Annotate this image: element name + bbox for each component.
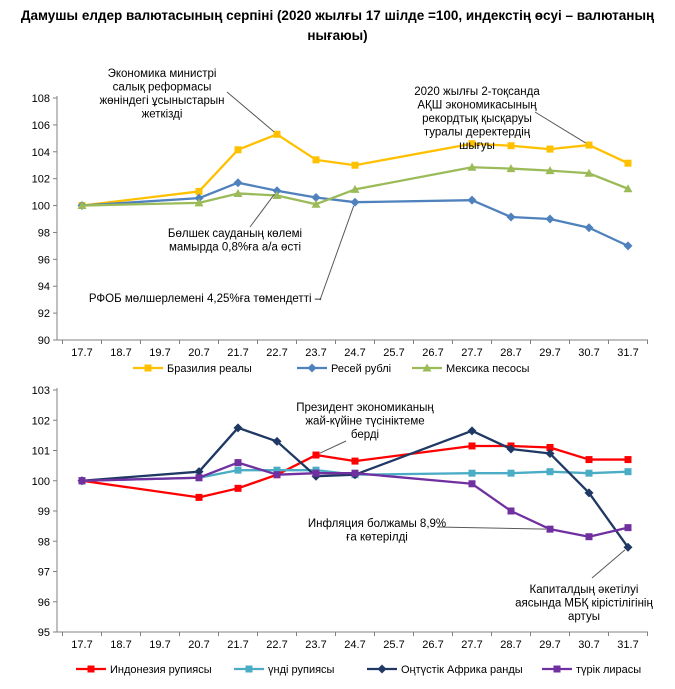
x-tick-label: 26.7 (422, 639, 444, 651)
x-tick-label: 29.7 (539, 347, 561, 359)
legend-marker (246, 666, 253, 673)
series-marker (625, 160, 632, 167)
annotation-text: туралы деректердің (423, 126, 531, 139)
annotation-text: Бөлшек сауданың көлемі (167, 228, 303, 240)
x-tick-label: 17.7 (71, 347, 93, 359)
legend-marker (308, 364, 317, 373)
annotation-text: жай-күйіне түсініктеме (305, 415, 425, 428)
y-tick-label: 90 (37, 335, 50, 347)
annotation-text: рекордтық қысқаруы (422, 113, 532, 125)
x-tick-label: 21.7 (227, 347, 249, 359)
series-marker (235, 459, 242, 466)
y-tick-label: 102 (31, 415, 50, 428)
x-tick-label: 31.7 (617, 639, 639, 651)
annotation-text: аясында МБҚ кірістілігінің (515, 597, 653, 610)
x-tick-label: 25.7 (383, 347, 405, 359)
y-tick-label: 100 (31, 475, 50, 488)
series-marker (625, 468, 632, 475)
annotation-text: шығуы (459, 140, 495, 152)
series-marker (352, 458, 359, 465)
chart-panel-2 (32, 385, 654, 676)
y-tick-label: 96 (37, 254, 50, 267)
series-marker (234, 178, 243, 187)
y-tick-label: 95 (37, 627, 50, 639)
legend-marker (554, 666, 561, 673)
x-tick-label: 27.7 (461, 639, 483, 651)
series-marker (508, 142, 515, 149)
annotation-pointer (227, 92, 274, 132)
x-tick-label: 28.7 (500, 639, 522, 651)
annotation-text: Экономика министрі (107, 68, 217, 80)
annotation-text: Инфляция болжамы 8,9% (307, 518, 447, 530)
series-marker (351, 198, 360, 207)
legend-label: Бразилия реалы (167, 363, 252, 375)
legend-marker (378, 665, 387, 674)
x-tick-label: 18.7 (110, 639, 132, 651)
legend-label: Мексика песосы (446, 363, 530, 375)
series-marker (352, 470, 359, 477)
legend-label: түрік лирасы (576, 664, 642, 676)
y-tick-label: 100 (31, 200, 50, 213)
series-marker (469, 470, 476, 477)
y-tick-label: 102 (31, 173, 50, 186)
legend-marker (88, 666, 95, 673)
annotation-pointer (250, 194, 275, 227)
y-tick-label: 94 (37, 281, 50, 294)
annotation-text: АҚШ экономикасының (417, 99, 537, 112)
annotation-pointer (535, 112, 586, 143)
series-marker (79, 477, 86, 484)
series-marker (196, 494, 203, 501)
series-marker (235, 485, 242, 492)
x-tick-label: 30.7 (578, 639, 600, 651)
x-tick-label: 19.7 (149, 639, 171, 651)
series-marker (586, 142, 593, 149)
series-marker (274, 471, 281, 478)
annotation-text: салық реформасы (112, 81, 212, 94)
series-marker (508, 508, 515, 515)
annotation-text: Капиталдың әкетілуі (529, 584, 639, 596)
y-tick-label: 98 (37, 536, 50, 549)
series-marker (624, 241, 633, 250)
x-tick-label: 23.7 (305, 639, 327, 651)
series-marker (585, 223, 594, 232)
y-tick-label: 103 (31, 385, 50, 397)
x-tick-label: 24.7 (344, 347, 366, 359)
series-marker (196, 474, 203, 481)
series-marker (235, 467, 242, 474)
annotation-text: ға көтерілді (346, 531, 408, 544)
annotation-pointer (320, 206, 354, 300)
series-marker (508, 470, 515, 477)
legend-label: Ресей рублі (331, 363, 392, 375)
x-tick-label: 23.7 (305, 347, 327, 359)
series-marker (625, 524, 632, 531)
series-marker (352, 162, 359, 169)
y-tick-label: 99 (37, 506, 50, 518)
annotation-text: жеткізді (141, 108, 183, 121)
series-marker (547, 146, 554, 153)
annotation-text: берді (350, 429, 380, 441)
series-marker (313, 452, 320, 459)
series-marker (507, 212, 516, 221)
annotation-pointer (592, 550, 625, 578)
series-marker (547, 468, 554, 475)
x-tick-label: 19.7 (149, 347, 171, 359)
annotation-text: артуы (568, 611, 600, 623)
x-tick-label: 20.7 (188, 347, 210, 359)
annotation-text: Президент экономиканың (296, 402, 434, 414)
x-tick-label: 31.7 (617, 347, 639, 359)
series-marker (313, 470, 320, 477)
x-tick-label: 26.7 (422, 347, 444, 359)
series-marker (469, 480, 476, 487)
annotation-pointer (437, 527, 546, 529)
y-tick-label: 108 (31, 93, 50, 105)
legend-label: Индонезия рупиясы (110, 664, 212, 676)
x-tick-label: 30.7 (578, 347, 600, 359)
series-marker (235, 146, 242, 153)
y-tick-label: 101 (31, 445, 50, 458)
annotation-text: 2020 жылғы 2-тоқсанда (414, 86, 540, 98)
chart-title (0, 6, 675, 46)
series-marker (468, 426, 477, 435)
legend-label: үнді рупиясы (268, 664, 335, 676)
x-tick-label: 28.7 (500, 347, 522, 359)
annotation-text: мамырда 0,8%ға а/а өсті (168, 241, 302, 254)
series-marker (586, 533, 593, 540)
y-tick-label: 97 (37, 566, 50, 579)
x-tick-label: 21.7 (227, 639, 249, 651)
annotation-text: РФОБ мөлшерлемені 4,25%ға төмендетті – (88, 293, 322, 305)
series-marker (274, 131, 281, 138)
annotation-text: жөніндегі ұсыныстарын (99, 95, 225, 107)
series-marker (625, 456, 632, 463)
y-tick-label: 96 (37, 596, 50, 609)
series-marker (468, 196, 477, 205)
x-tick-label: 18.7 (110, 347, 132, 359)
series-marker (586, 470, 593, 477)
series-marker (313, 156, 320, 163)
chart-title-line-2: нығаюы) (307, 28, 368, 43)
series-marker (586, 456, 593, 463)
legend-label: Оңтүстік Африка ранды (401, 664, 523, 676)
series-marker (546, 215, 555, 224)
legend-marker (145, 365, 152, 372)
series-marker (547, 526, 554, 533)
x-tick-label: 25.7 (383, 639, 405, 651)
x-tick-label: 20.7 (188, 639, 210, 651)
y-tick-label: 106 (31, 119, 50, 132)
x-tick-label: 29.7 (539, 639, 561, 651)
series-marker (469, 442, 476, 449)
x-tick-label: 24.7 (344, 639, 366, 651)
x-tick-label: 27.7 (461, 347, 483, 359)
chart-title-line-1: Дамушы елдер валютасының серпіні (2020 жылғы 17 шілде =100, индекстің өсуі – валютаның (20, 8, 655, 23)
x-tick-label: 17.7 (71, 639, 93, 651)
y-tick-label: 98 (37, 227, 50, 240)
y-tick-label: 92 (37, 308, 50, 321)
x-tick-label: 22.7 (266, 347, 288, 359)
x-tick-label: 22.7 (266, 639, 288, 651)
annotation-pointer (320, 441, 346, 453)
y-tick-label: 104 (31, 146, 50, 159)
chart-panel-1 (32, 68, 648, 375)
